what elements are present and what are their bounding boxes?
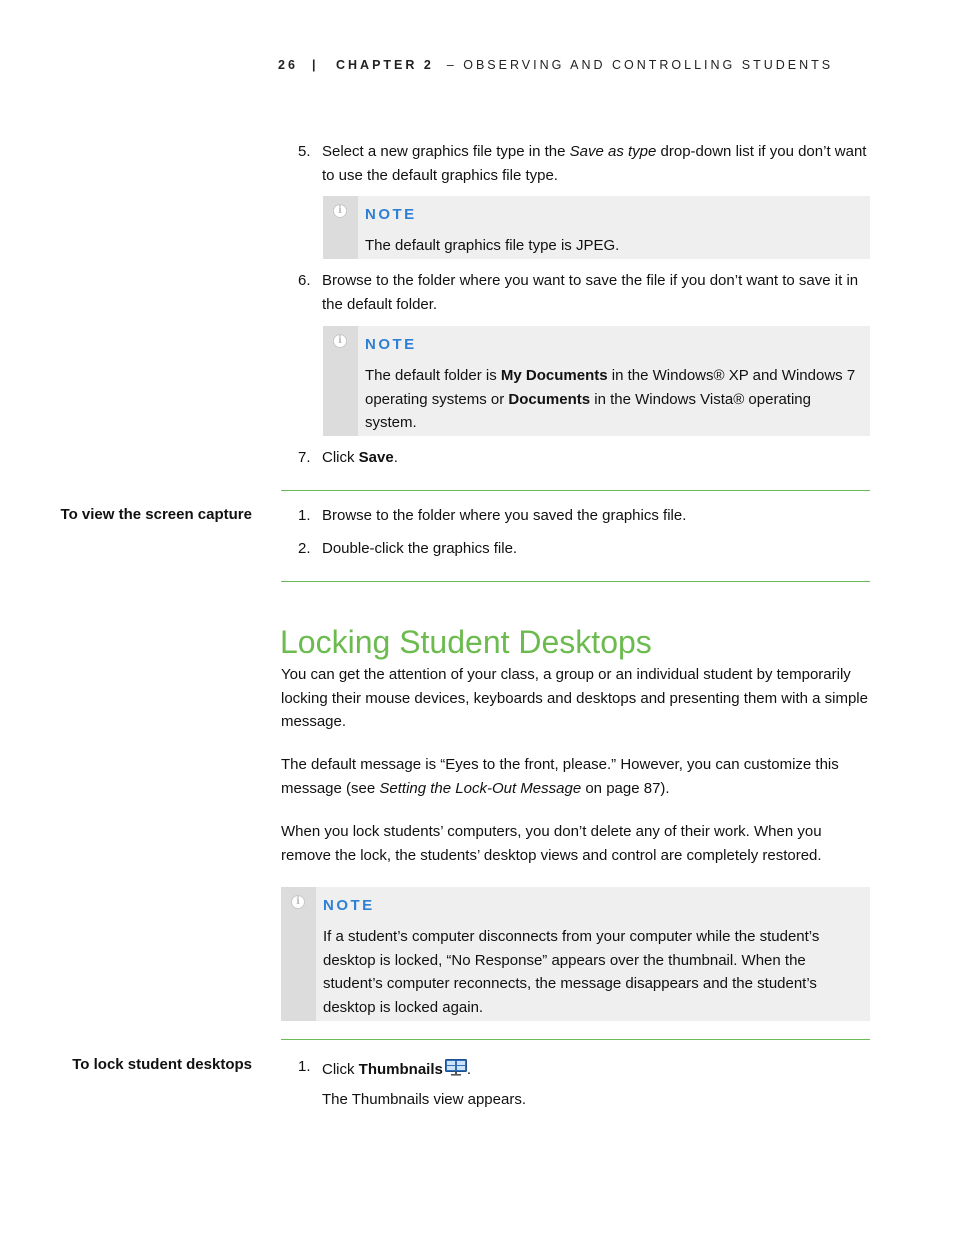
chapter-heading (336, 58, 833, 72)
step-result: The Thumbnails view appears. (322, 1091, 526, 1108)
thumbnails-monitor-icon (445, 1059, 467, 1076)
section-divider (281, 581, 870, 582)
para-text-part: on page 87). (581, 779, 670, 797)
note-label: NOTE (323, 897, 375, 914)
step-text-part: Select a new graphics file type in the (322, 143, 570, 160)
note-body: The default graphics file type is JPEG. (365, 237, 620, 254)
step-number: 5. (298, 143, 311, 160)
step-number: 7. (298, 449, 311, 466)
step-text (322, 140, 870, 187)
note-label: NOTE (365, 206, 417, 223)
note-body (365, 364, 860, 435)
page-number: 26 (278, 58, 298, 72)
step-number: 6. (298, 272, 311, 289)
step-text (322, 1058, 870, 1082)
note-box (323, 196, 870, 259)
folder-name: Documents (508, 390, 591, 408)
step-text (322, 446, 870, 470)
note-box (323, 326, 870, 436)
ui-term: Save as type (569, 143, 657, 160)
section-divider (281, 490, 870, 491)
ui-term: Thumbnails (358, 1061, 443, 1078)
step-number: 1. (298, 1058, 311, 1075)
section-paragraph: You can get the attention of your class, a group or an individual student by temporarily locking their mouse devices, keyboards and desktops and presenting them with a simple message. (281, 666, 868, 730)
section-divider (281, 1039, 870, 1040)
ui-term: Save (358, 449, 394, 466)
step-number: 1. (298, 507, 311, 524)
info-icon: i (291, 895, 305, 909)
section-title: Locking Student Desktops (280, 624, 652, 660)
step-text: Browse to the folder where you want to save the file if you don’t want to save it in the default folder. (322, 272, 859, 313)
note-body: If a student’s computer disconnects from your computer while the student’s desktop is locked, “No Response” appears over the thumbnail. When the student’s computer reconnects, the message disappears and the student’s desktop is locked again. (323, 928, 820, 1016)
note-text-part: The default folder is (365, 367, 501, 384)
chapter-title: – OBSERVING AND CONTROLLING STUDENTS (446, 58, 834, 72)
step-text-part: Click (322, 1061, 359, 1078)
step-text-part: . (393, 449, 398, 466)
note-text-part: in the Windows Vista® operating system. (365, 390, 811, 431)
cross-reference: Setting the Lock-Out Message (379, 779, 582, 797)
para-text-part: The default message is “Eyes to the front, please.” However, you can customize this message (see (281, 756, 839, 797)
step-text-part: Click (322, 449, 359, 466)
step-text: Browse to the folder where you saved the graphics file. (322, 507, 687, 524)
info-icon: i (333, 204, 347, 218)
header-separator: | (312, 58, 319, 72)
folder-name: My Documents (500, 367, 608, 384)
step-text-part: . (466, 1061, 472, 1078)
note-box (281, 887, 870, 1021)
note-text-part: in the Windows® XP and Windows 7 operating systems or (365, 367, 856, 408)
info-icon: i (333, 334, 347, 348)
section-paragraph: When you lock students’ computers, you don’t delete any of their work. When you remove the lock, the students’ desktop views and control are completely restored. (281, 823, 822, 864)
note-label: NOTE (365, 336, 417, 353)
step-text-part: drop-down list if you don’t want to use the default graphics file type. (322, 143, 867, 184)
procedure-heading: To lock student desktops (72, 1056, 252, 1073)
step-number: 2. (298, 540, 311, 557)
procedure-heading: To view the screen capture (60, 506, 252, 523)
chapter-label: CHAPTER 2 (336, 58, 434, 72)
section-paragraph (281, 753, 871, 800)
step-text: Double-click the graphics file. (322, 540, 518, 557)
